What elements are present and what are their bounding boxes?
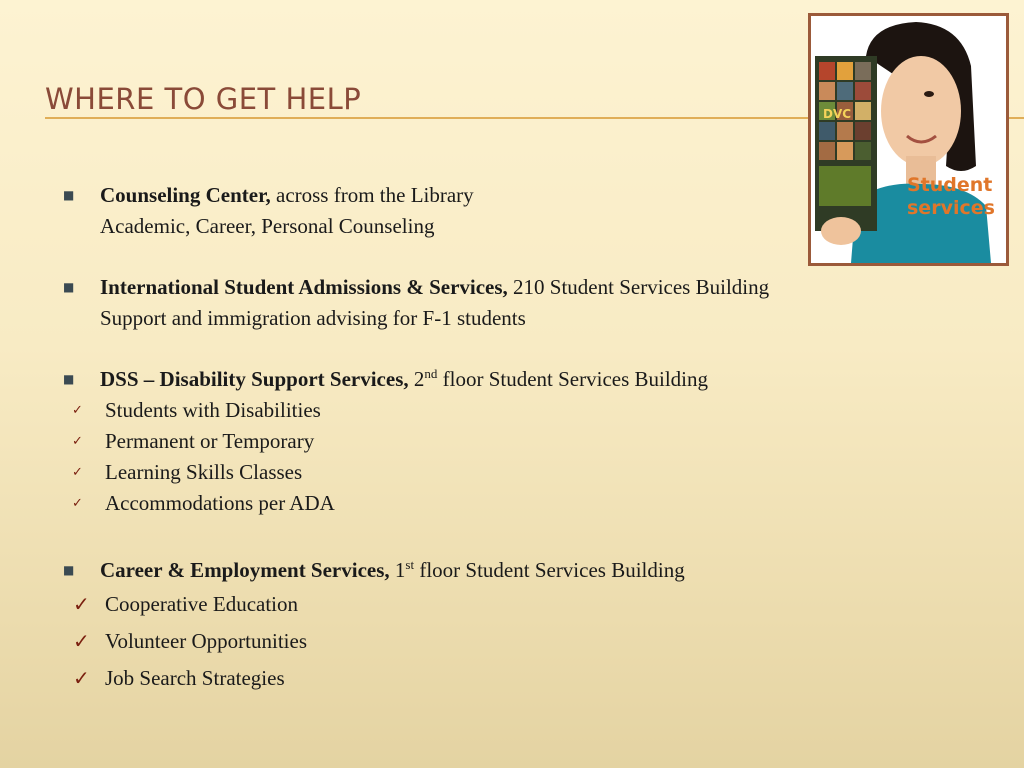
sub-item-label: Students with Disabilities: [105, 398, 321, 422]
sub-item-label: Permanent or Temporary: [105, 429, 315, 453]
badge-line-student: Student: [907, 174, 993, 196]
square-bullet-icon: ■: [63, 563, 75, 577]
list-item-counseling: [60, 180, 960, 242]
item-detail-pre: 1: [389, 558, 406, 582]
slide-title: WHERE TO GET HELP: [45, 82, 362, 116]
checkmark-icon: ✓: [73, 592, 90, 616]
item-heading: DSS – Disability Support Services,: [100, 367, 409, 391]
item-subline: Support and immigration advising for F-1 students: [100, 306, 526, 330]
sub-list-item: [60, 660, 960, 697]
sub-item-label: Accommodations per ADA: [105, 491, 335, 515]
square-bullet-icon: ■: [63, 280, 75, 294]
sub-list-item: [60, 395, 960, 426]
checkmark-icon: ✓: [72, 403, 83, 418]
checkmark-icon: ✓: [72, 496, 83, 511]
ordinal-suffix: st: [405, 557, 415, 572]
item-detail-post: floor Student Services Building: [437, 367, 709, 391]
item-heading: International Student Admissions & Services,: [100, 275, 508, 299]
sub-list-item: [60, 488, 960, 519]
ordinal-suffix: nd: [424, 366, 438, 381]
sub-list-item: [60, 426, 960, 457]
sub-item-label: Volunteer Opportunities: [105, 629, 308, 653]
item-detail-post: floor Student Services Building: [414, 558, 685, 582]
square-bullet-icon: ■: [63, 188, 75, 202]
item-subline: Academic, Career, Personal Counseling: [100, 214, 435, 238]
item-detail-pre: 2: [408, 367, 425, 391]
list-item-career: [60, 555, 960, 586]
list-item-dss: [60, 364, 960, 395]
checkmark-icon: ✓: [73, 629, 90, 653]
item-heading: Counseling Center,: [100, 183, 271, 207]
checkmark-icon: ✓: [72, 465, 83, 480]
item-heading: Career & Employment Services,: [100, 558, 390, 582]
item-detail: 210 Student Services Building: [507, 275, 770, 299]
checkmark-icon: ✓: [73, 666, 90, 690]
career-subitems: [60, 586, 960, 697]
item-detail: across from the Library: [270, 183, 474, 207]
badge-line-services: services: [907, 197, 995, 219]
sub-item-label: Cooperative Education: [105, 592, 299, 616]
sub-list-item: [60, 457, 960, 488]
booklet-label: DVC: [823, 107, 852, 121]
dss-subitems: [60, 395, 960, 519]
sub-list-item: [60, 623, 960, 660]
sub-list-item: [60, 586, 960, 623]
slide-body: [60, 180, 960, 697]
checkmark-icon: ✓: [72, 434, 83, 449]
list-item-international: [60, 272, 960, 334]
square-bullet-icon: ■: [63, 372, 75, 386]
sub-item-label: Job Search Strategies: [105, 666, 285, 690]
sub-item-label: Learning Skills Classes: [105, 460, 303, 484]
